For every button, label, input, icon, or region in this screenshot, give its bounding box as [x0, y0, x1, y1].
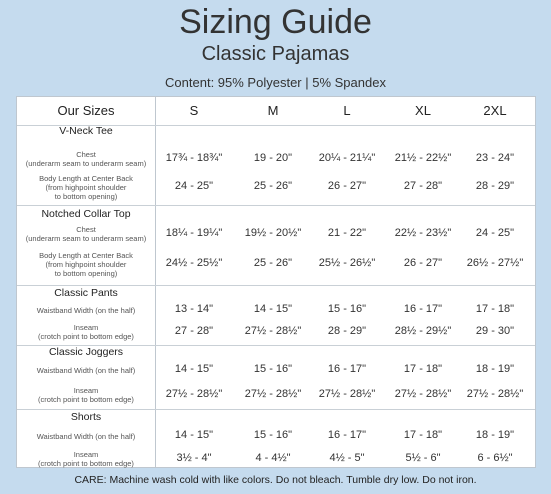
measurement-label-line: (crotch point to bottom edge) [38, 459, 134, 468]
size-value: 27½ - 28½" [394, 388, 452, 400]
size-value: 28 - 29" [475, 180, 515, 192]
size-value: 17 - 18" [403, 363, 443, 375]
size-value: 27½ - 28½" [165, 388, 223, 400]
care-instructions: CARE: Machine wash cold with like colors. Do not bleach. Tumble dry low. Do not iron. [74, 474, 477, 486]
size-value: 22½ - 23½" [394, 227, 452, 239]
size-value: 17 - 18" [475, 303, 515, 315]
size-value: 25½ - 26½" [318, 257, 376, 269]
size-value: 15 - 16" [253, 429, 293, 441]
measurement-label [19, 306, 153, 315]
header-size-s: S [189, 103, 199, 118]
measurement-label-line: Chest [76, 225, 96, 234]
measurement-label [19, 432, 153, 441]
measurement-label [19, 450, 153, 468]
product-subtitle: Classic Pajamas [201, 43, 350, 65]
size-value: 21 - 22" [327, 227, 367, 239]
section-divider [17, 205, 535, 206]
size-value: 6 - 6½" [477, 452, 513, 464]
measurement-label-line: to bottom opening) [54, 268, 118, 278]
measurement-label-line: (crotch point to bottom edge) [38, 395, 134, 404]
size-value: 16 - 17" [327, 363, 367, 375]
section-title: Shorts [70, 411, 102, 423]
size-value: 20¼ - 21¼" [318, 152, 376, 164]
measurement-label-line: Waistband Width (on the half) [36, 431, 136, 441]
measurement-label [19, 251, 153, 278]
measurement-label-line: Inseam [73, 323, 99, 332]
page-title: Sizing Guide [179, 3, 372, 41]
size-value: 24 - 25" [475, 227, 515, 239]
size-value: 14 - 15" [174, 429, 214, 441]
measurement-label-line: (underarm seam to underarm seam) [25, 234, 147, 243]
size-value: 16 - 17" [327, 429, 367, 441]
section-title: Notched Collar Top [41, 208, 131, 220]
sizing-table [16, 96, 536, 468]
measurement-label [19, 386, 153, 404]
measurement-label-line: to bottom opening) [54, 191, 118, 201]
size-value: 18 - 19" [475, 429, 515, 441]
size-value: 28 - 29" [327, 325, 367, 337]
section-title: Classic Pants [54, 287, 118, 299]
section-divider [17, 409, 535, 410]
measurement-label [19, 323, 153, 341]
size-value: 19½ - 20½" [244, 227, 302, 239]
size-value: 19 - 20" [253, 152, 293, 164]
measurement-label-line: (underarm seam to underarm seam) [25, 159, 147, 168]
measurement-label [19, 174, 153, 201]
size-value: 17 - 18" [403, 429, 443, 441]
measurement-label-line: (from highpoint shoulder [45, 259, 127, 269]
measurement-label-line: Inseam [73, 386, 99, 395]
size-value: 13 - 14" [174, 303, 214, 315]
measurement-label-line: Waistband Width (on the half) [36, 365, 136, 375]
measurement-label-line: Body Length at Center Back [39, 250, 133, 260]
measurement-label-line: Chest [76, 150, 96, 159]
size-value: 27 - 28" [403, 180, 443, 192]
size-value: 5½ - 6" [405, 452, 441, 464]
size-value: 27½ - 28½" [244, 325, 302, 337]
header-size-m: M [267, 103, 279, 118]
size-value: 15 - 16" [253, 363, 293, 375]
size-value: 27½ - 28½" [318, 388, 376, 400]
measurement-label [19, 225, 153, 243]
size-value: 18¼ - 19¼" [165, 227, 223, 239]
size-value: 23 - 24" [475, 152, 515, 164]
section-title: V-Neck Tee [59, 125, 113, 137]
size-value: 18 - 19" [475, 363, 515, 375]
section-title: Classic Joggers [48, 346, 124, 358]
size-value: 27½ - 28½" [466, 388, 524, 400]
header-size-l: L [343, 103, 351, 118]
size-value: 26½ - 27½" [466, 257, 524, 269]
size-value: 17¾ - 18¾" [165, 152, 223, 164]
measurement-label-line: Waistband Width (on the half) [36, 305, 136, 315]
size-value: 25 - 26" [253, 257, 293, 269]
measurement-label-line: (crotch point to bottom edge) [38, 332, 134, 341]
size-value: 28½ - 29½" [394, 325, 452, 337]
size-value: 25 - 26" [253, 180, 293, 192]
header-size-2xl: 2XL [483, 103, 507, 118]
size-value: 14 - 15" [174, 363, 214, 375]
size-value: 16 - 17" [403, 303, 443, 315]
size-value: 15 - 16" [327, 303, 367, 315]
measurement-label-line: Body Length at Center Back [39, 173, 133, 183]
size-value: 24 - 25" [174, 180, 214, 192]
size-value: 26 - 27" [327, 180, 367, 192]
fabric-content: Content: 95% Polyester | 5% Spandex [165, 75, 386, 90]
size-value: 4 - 4½" [255, 452, 291, 464]
size-value: 3½ - 4" [176, 452, 212, 464]
measurement-label-line: (from highpoint shoulder [45, 182, 127, 192]
measurement-label [19, 366, 153, 375]
size-value: 27 - 28" [174, 325, 214, 337]
section-divider [17, 285, 535, 286]
header-our-sizes: Our Sizes [57, 103, 115, 118]
size-value: 14 - 15" [253, 303, 293, 315]
size-value: 27½ - 28½" [244, 388, 302, 400]
header-size-xl: XL [415, 103, 431, 118]
measurement-label-line: Inseam [73, 450, 99, 459]
measurement-label [19, 150, 153, 168]
size-value: 24½ - 25½" [165, 257, 223, 269]
size-value: 26 - 27" [403, 257, 443, 269]
size-value: 29 - 30" [475, 325, 515, 337]
size-value: 4½ - 5" [329, 452, 365, 464]
size-value: 21½ - 22½" [394, 152, 452, 164]
